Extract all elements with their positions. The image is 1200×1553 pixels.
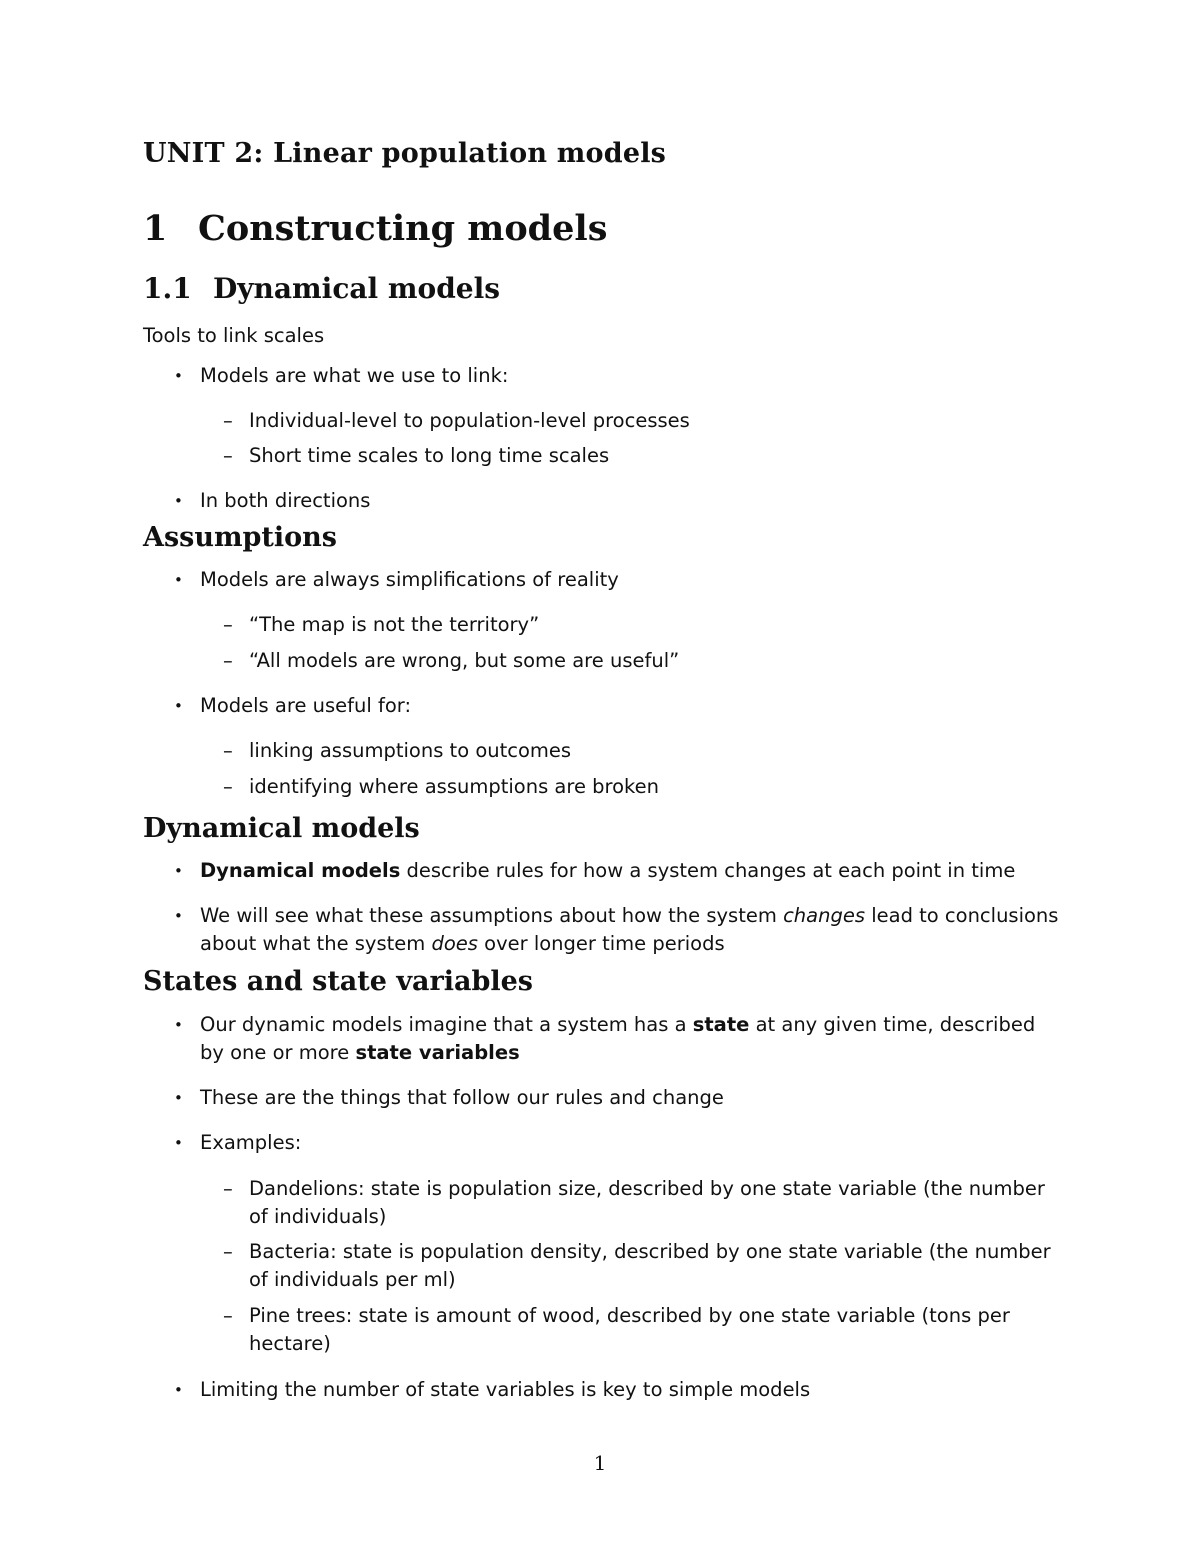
dynamical-models-heading: Dynamical models: [143, 813, 420, 844]
bullet-icon: •: [174, 571, 183, 589]
document-page: UNIT 2: Linear population models 1 Constructing models 1.1 Dynamical models Tools to link scales • Models are what we use to link: – Individual-level to population-level processes – Short time scales to long time scales • In both directions Assumptions • Models are always simplifications of reality – “The map is not the territory” – “All models are wrong, but some are useful” • Models are useful for: – linking assumptions to outcomes – identifying where assumptions are broken Dynamical models • Dynamical models describe rules for how a system changes at each point in time • We will see what these assumptions about how the system changes lead to conclusions about what the system does over longer time periods States and state variables • Our dynamic models imagine that a system has a state at any given time, described by one or more state variables • These are the things that follow our rules and change • Examples: – Dandelions: state is population size, described by one state variable (the number of individuals) – Bacteria: state is population density, described by one state variable (the number of individuals per ml) – Pine trees: state is amount of wood, described by one state variable (tons per hectare) • Limiting the number of state variables is key to simple models 1: [0, 0, 1200, 1553]
section-number: 1: [143, 208, 168, 249]
intro-text: Tools to link scales: [143, 324, 325, 347]
dash-icon: –: [223, 613, 233, 636]
dash-icon: –: [223, 409, 233, 432]
page-number: 1: [593, 1451, 607, 1475]
bullet-icon: •: [174, 907, 183, 925]
dash-icon: –: [223, 739, 233, 762]
assumptions-heading: Assumptions: [143, 522, 337, 553]
dash-icon: –: [223, 444, 233, 467]
unit-title: UNIT 2: Linear population models: [143, 138, 667, 169]
bullet-icon: •: [174, 1089, 183, 1107]
bullet-icon: •: [174, 862, 183, 880]
dash-icon: –: [223, 649, 233, 672]
bullet-icon: •: [174, 697, 183, 715]
states-heading: States and state variables: [143, 966, 534, 997]
dash-icon: –: [223, 1304, 233, 1327]
bullet-icon: •: [174, 1134, 183, 1152]
dash-icon: –: [223, 1240, 233, 1263]
section-heading: [143, 208, 607, 249]
bullet-icon: •: [174, 1381, 183, 1399]
dash-icon: –: [223, 1177, 233, 1200]
bullet-icon: •: [174, 1016, 183, 1034]
subsection-number: 1.1: [143, 272, 192, 305]
section-title: Constructing models: [198, 208, 608, 249]
bullet-icon: •: [174, 367, 183, 385]
bullet-icon: •: [174, 492, 183, 510]
dash-icon: –: [223, 775, 233, 798]
subsection-title: Dynamical models: [213, 272, 500, 305]
subsection-heading: [143, 272, 500, 305]
